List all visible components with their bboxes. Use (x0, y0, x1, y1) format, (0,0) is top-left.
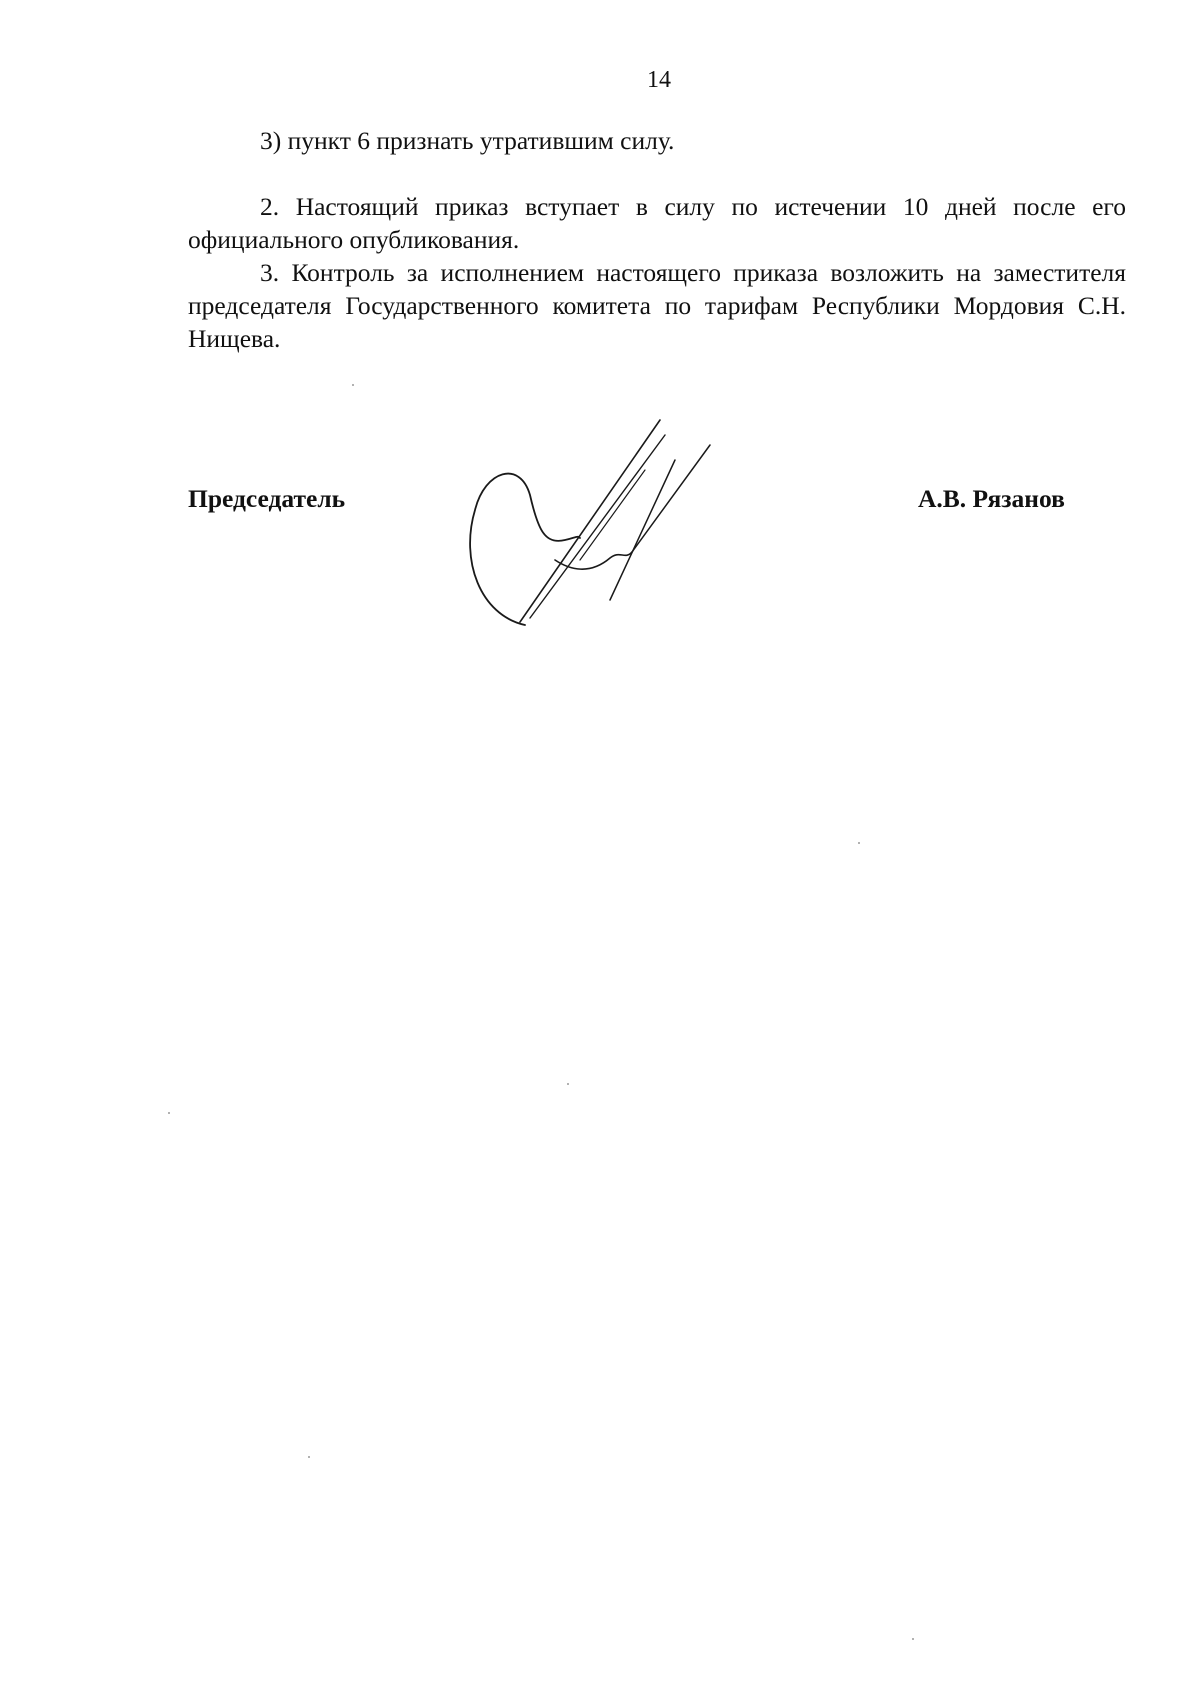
signatory-name: А.В. Рязанов (918, 484, 1065, 513)
scan-speck (168, 1112, 170, 1114)
scan-speck (858, 842, 860, 844)
paragraph-control: 3. Контроль за исполнением настоящего приказа возложить на заместителя председателя Государственного комитета по тарифам Республики Мордовия С.Н. Нищева. (188, 258, 1126, 353)
scan-speck (308, 1456, 310, 1458)
scan-speck (567, 1083, 569, 1085)
scan-speck (912, 1638, 914, 1640)
signatory-title: Председатель (188, 484, 346, 513)
scan-speck (352, 384, 354, 386)
handwritten-signature (460, 410, 740, 630)
paragraph-repeal-item: 3) пункт 6 признать утратившим силу. (260, 126, 675, 155)
paragraph-entry-into-force: 2. Настоящий приказ вступает в силу по истечении 10 дней после его официального опубликования. (188, 192, 1126, 254)
page-number: 14 (647, 67, 671, 93)
